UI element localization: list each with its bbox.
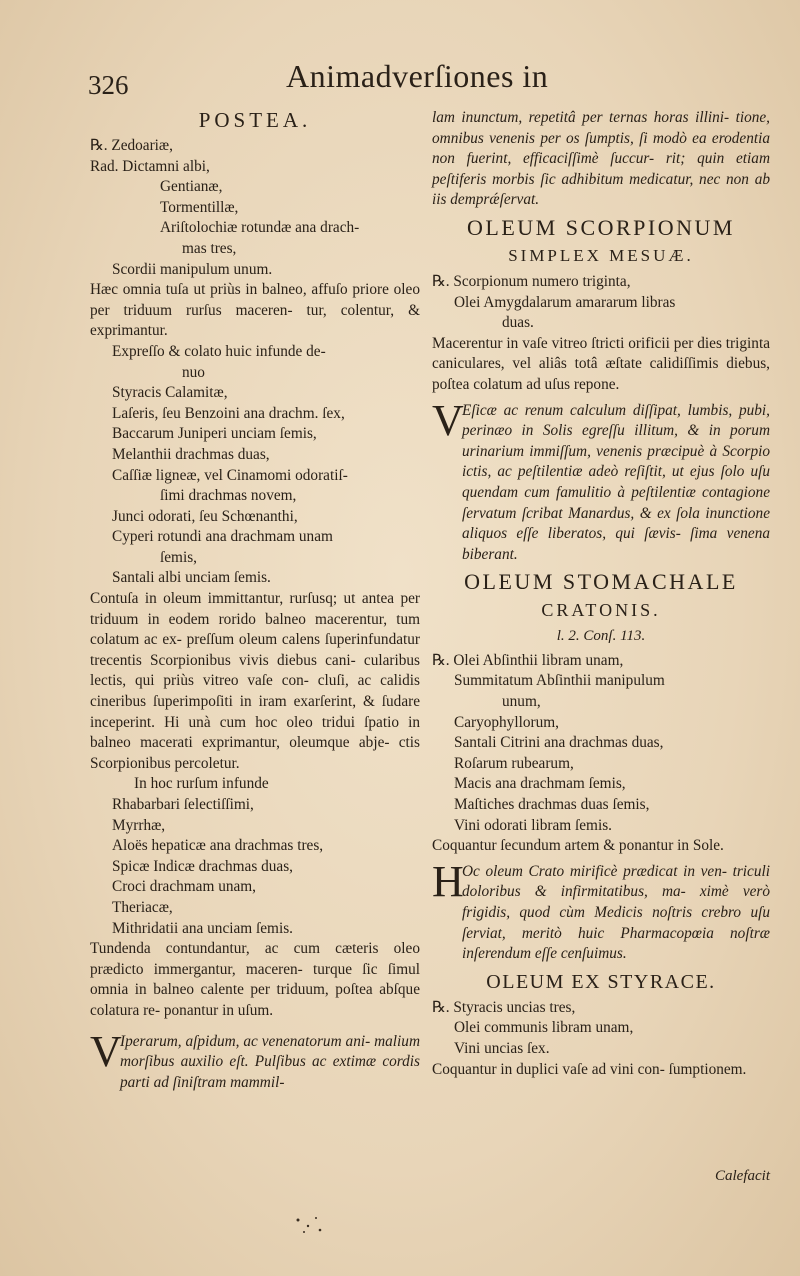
heading-postea: POSTEA. bbox=[198, 108, 312, 132]
commentary-text: lam inunctum, repetitâ per ternas horas illini- tione, omnibus venenis per os ſumptis, ſi modò ea erodentia non fuerint, efficaciſſimè ſuccur- rit; quin etiam peſtiferis morbis ſic adhibitum medicatur, nec non ab iis demprǽſervat. bbox=[432, 109, 770, 209]
recipe-line: Aloës hepaticæ ana drachmas tres, bbox=[112, 837, 324, 855]
right-column bbox=[432, 108, 770, 1080]
heading-subtitle: CRATONIS. bbox=[541, 600, 661, 621]
heading-oleum-scorpionum: OLEUM SCORPIONUM bbox=[467, 214, 735, 240]
commentary-block bbox=[432, 856, 770, 965]
heading-oleum-stomachale: OLEUM STOMACHALE bbox=[464, 569, 738, 595]
recipe-list-2 bbox=[90, 342, 420, 589]
recipe-line: ſemis, bbox=[160, 548, 197, 566]
recipe-line: Maſtiches drachmas duas ſemis, bbox=[454, 796, 650, 814]
recipe-list-6 bbox=[432, 998, 770, 1060]
recipe-list-5 bbox=[432, 651, 770, 836]
recipe-line: Olei Amygdalarum amararum libras bbox=[454, 293, 676, 311]
recipe-line: Vini odorati libram ſemis. bbox=[454, 816, 612, 834]
commentary-text: Iperarum, aſpidum, ac venenatorum ani- malium morſibus auxilio eſt. Pulſibus ac extimæ cordis parti ad ſiniſtram mammil- bbox=[120, 1032, 420, 1091]
recipe-line: Theriacæ, bbox=[112, 898, 173, 916]
recipe-line: Summitatum Abſinthii manipulum bbox=[454, 672, 665, 690]
recipe-line: Spicæ Indicæ drachmas duas, bbox=[112, 857, 293, 875]
paragraph: Hæc omnia tuſa ut priùs in balneo, affuſo priore oleo per triduum rurſus maceren- tur, colentur, & exprimantur. bbox=[90, 281, 420, 340]
page-number: 326 bbox=[88, 70, 129, 100]
paragraph: Contuſa in oleum immittantur, rurſusq; ut antea per triduum in eodem rorido balneo macerentur, tum colatum ac ex- preſſum oleum calens ſuperinfundatur trecentis Scorpionibus vivis diebus cani- cularibus lectis, qui priùs vitreo vaſe con- cluſi, ac calidis cineribus ſuperimpoſiti in iram exarſerint, & ſudare inceperint. Hi unà cum hoc oleo tridui ſpatio in balneo macerati exprimantur, oleumque abje- ctis Scorpionibus percoletur. bbox=[90, 590, 420, 772]
paragraph: Coquantur in duplici vaſe ad vini con- ſumptionem. bbox=[432, 1060, 747, 1078]
recipe-list-4 bbox=[432, 272, 770, 334]
recipe-line: ℞. Zedoariæ, bbox=[90, 137, 173, 154]
recipe-line: ℞. Styracis uncias tres, bbox=[432, 998, 576, 1016]
commentary-text: Eſicæ ac renum calculum diſſipat, lumbis, pubi, perinæo in Solis egreſſu illitum, & in porum urinarium immiſſum, venenis præcipuè à Scorpio ictis, ac peſtilentiæ adeò reſiſtit, ut ejus ſolo uſu quendam cum famulitio à peſtilentiæ contagione ſervatum ſcribat Manardus, & ex ſola inunctione aliquos eſſe liberatos, qui ſævis- ſima venena biberant. bbox=[462, 401, 770, 563]
drop-cap: V bbox=[432, 395, 464, 445]
ink-specks bbox=[290, 1210, 330, 1240]
running-title: Animadverſiones in bbox=[286, 58, 549, 94]
recipe-line: Caſſiæ ligneæ, vel Cinamomi odoratiſ- bbox=[112, 466, 348, 484]
recipe-line: ℞. Scorpionum numero triginta, bbox=[432, 272, 631, 290]
recipe-line: ℞. Olei Abſinthii libram unam, bbox=[432, 651, 624, 669]
recipe-line: Tormentillæ, bbox=[160, 198, 239, 216]
recipe-line: Vini uncias ſex. bbox=[454, 1039, 550, 1057]
recipe-line: nuo bbox=[182, 363, 205, 381]
recipe-line: Roſarum rubearum, bbox=[454, 754, 574, 772]
recipe-line: Laſeris, ſeu Benzoini ana drachm. ſex, bbox=[112, 404, 345, 422]
recipe-line: Mithridatii ana unciam ſemis. bbox=[112, 919, 293, 937]
recipe-line: duas. bbox=[502, 314, 534, 332]
commentary-block bbox=[90, 1026, 420, 1094]
commentary-block bbox=[432, 395, 770, 566]
recipe-line: Croci drachmam unam, bbox=[112, 878, 256, 896]
left-column bbox=[90, 108, 420, 1093]
recipe-line: Rhabarbari ſelectiſſimi, bbox=[112, 796, 254, 813]
reference: l. 2. Conſ. 113. bbox=[556, 628, 646, 645]
recipe-line: Junci odorati, ſeu Schœnanthi, bbox=[112, 507, 298, 525]
recipe-line: Baccarum Juniperi unciam ſemis, bbox=[112, 425, 317, 443]
recipe-line: Scordii manipulum unum. bbox=[112, 260, 273, 278]
recipe-list-3 bbox=[90, 774, 420, 939]
recipe-line: Ariſtolochiæ rotundæ ana drach- bbox=[160, 219, 360, 237]
recipe-line: Cyperi rotundi ana drachmam unam bbox=[112, 528, 333, 546]
paragraph: Coquantur ſecundum artem & ponantur in Sole. bbox=[432, 837, 724, 855]
paragraph: Tundenda contundantur, ac cum cæteris oleo prædicto immergantur, maceren- turque ſic ſimul omnia in balneo calente per triduum, poſtea abſque colatura re- ponantur in uſum. bbox=[90, 940, 420, 1019]
recipe-line: Santali albi unciam ſemis. bbox=[112, 569, 271, 587]
commentary-text: Oc oleum Crato mirificè prædicat in ven- triculi doloribus & infirmitatibus, ma- ximè verò frigidis, quod cùm Medicis noſtris crebro uſu ſerviat, meritò huic Pharmacopœia noſtræ inſerendum eſſe cenſuimus. bbox=[462, 862, 770, 963]
paragraph: Macerentur in vaſe vitreo ſtricti orificii per dies triginta caniculares, vel aliâs totâ æſtate calidiſſimis diebus, poſtea colatum ad uſus repone. bbox=[432, 334, 770, 393]
catchword: Calefacit bbox=[715, 1168, 770, 1184]
heading-oleum-ex-styrace: OLEUM EX STYRACE. bbox=[486, 970, 716, 993]
recipe-line: Styracis Calamitæ, bbox=[112, 384, 228, 402]
recipe-line: Melanthii drachmas duas, bbox=[112, 445, 270, 463]
drop-cap: V bbox=[90, 1026, 122, 1076]
recipe-line: In hoc rurſum infunde bbox=[134, 775, 269, 793]
heading-subtitle: SIMPLEX MESUÆ. bbox=[508, 245, 694, 265]
recipe-line: Rad. Dictamni albi, bbox=[90, 157, 210, 175]
recipe-line: Olei communis libram unam, bbox=[454, 1019, 634, 1037]
recipe-line: Expreſſo & colato huic infunde de- bbox=[112, 342, 326, 360]
recipe-line: Macis ana drachmam ſemis, bbox=[454, 775, 626, 793]
drop-cap: H bbox=[432, 856, 464, 906]
recipe-list-1 bbox=[90, 136, 420, 280]
recipe-line: ſimi drachmas novem, bbox=[160, 487, 297, 505]
recipe-line: unum, bbox=[502, 693, 541, 711]
recipe-line: Myrrhæ, bbox=[112, 816, 166, 834]
recipe-line: Caryophyllorum, bbox=[454, 713, 559, 731]
recipe-line: Santali Citrini ana drachmas duas, bbox=[454, 734, 664, 752]
recipe-line: mas tres, bbox=[182, 239, 237, 257]
recipe-line: Gentianæ, bbox=[160, 178, 223, 196]
page-header bbox=[88, 52, 760, 102]
